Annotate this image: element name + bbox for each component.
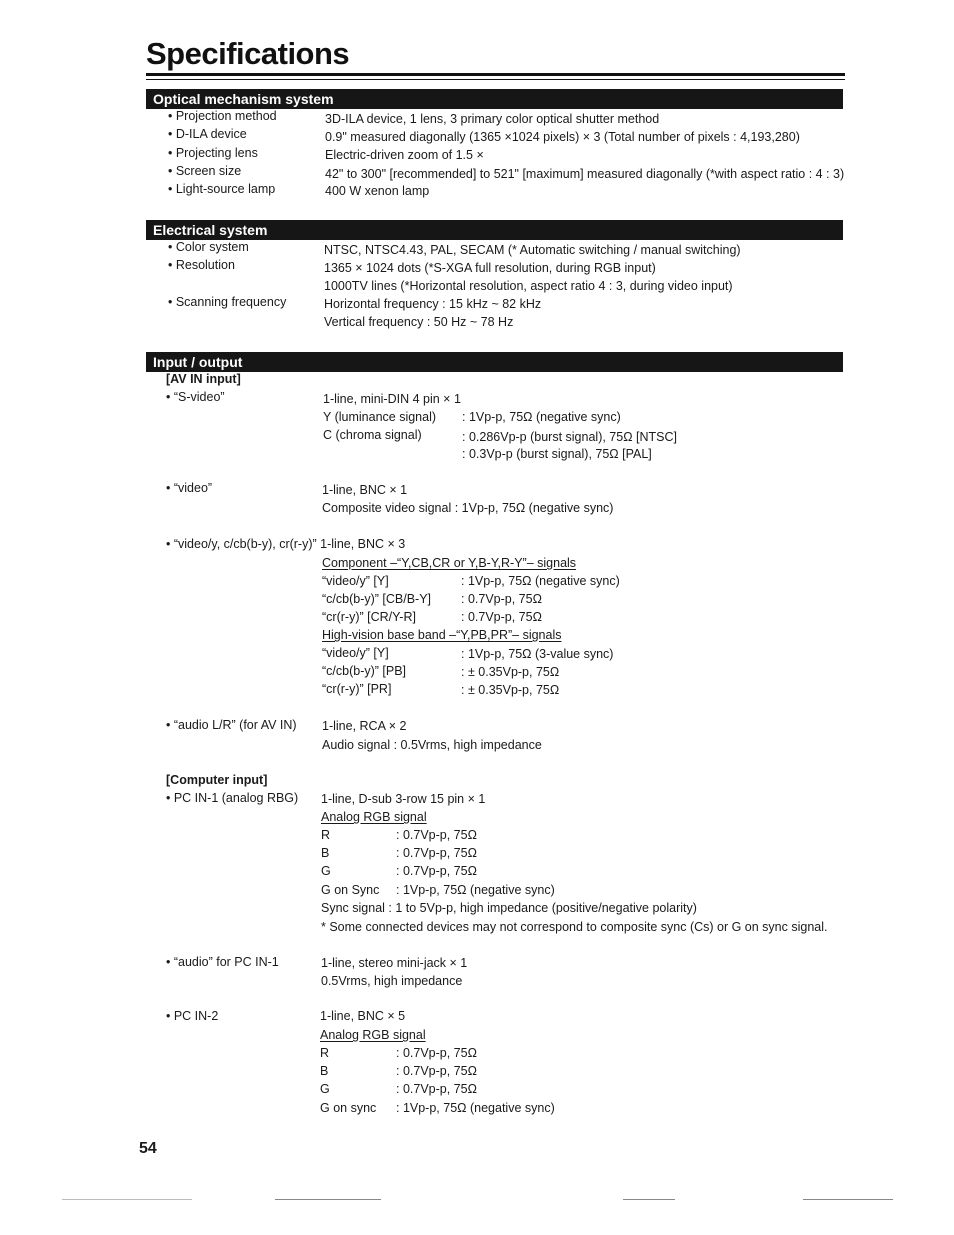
spec-line: • PC IN-2 [166,1009,219,1023]
section-title: Electrical system [153,222,268,238]
spec-line: : 1Vp-p, 75Ω (3-value sync) [461,647,614,661]
spec-line: B [320,1064,329,1078]
spec-line: • “video” [166,481,213,495]
spec-line: “video/y” [Y] [322,646,389,660]
spec-line: Component –“Y,CB,CR or Y,B-Y,R-Y”– signals [322,556,577,570]
spec-line: 1365 × 1024 dots (*S-XGA full resolution, during RGB input) [324,261,656,275]
spec-line: “video/y” [Y] [322,574,389,588]
spec-line: • Screen size [168,164,242,178]
spec-line: Horizontal frequency : 15 kHz ~ 82 kHz [324,297,542,311]
spec-line: 42" to 300" [recommended] to 521" [maximum] measured diagonally (*with aspect ratio : 4 : 3) [325,167,845,181]
spec-line: • “S-video” [166,390,225,404]
spec-line: B [321,846,330,860]
section-header-optical [146,89,843,109]
spec-line: 400 W xenon lamp [325,184,430,198]
spec-line: : 0.7Vp-p, 75Ω [396,1082,477,1096]
spec-line: • Projecting lens [168,146,258,160]
spec-line: C (chroma signal) [323,428,422,442]
spec-line: : ± 0.35Vp-p, 75Ω [461,665,560,679]
footer-rule [62,1199,192,1200]
spec-line: : 1Vp-p, 75Ω (negative sync) [461,574,620,588]
spec-line: 1-line, mini-DIN 4 pin × 1 [323,392,461,406]
spec-line: Vertical frequency : 50 Hz ~ 78 Hz [324,315,514,329]
spec-line: “cr(r-y)” [CR/Y-R] [322,610,416,624]
spec-line: • “video/y, c/cb(b-y), cr(r-y)” 1-line, BNC × 3 [166,537,406,551]
subsection-heading: [AV IN input] [166,372,241,386]
spec-line: 1-line, BNC × 1 [322,483,408,497]
spec-line: • Light-source lamp [168,182,276,196]
spec-line: Analog RGB signal [321,810,427,824]
spec-line: 0.5Vrms, high impedance [321,974,463,988]
spec-line: Audio signal : 0.5Vrms, high impedance [322,738,542,752]
spec-line: “cr(r-y)” [PR] [322,682,392,696]
spec-line: NTSC, NTSC4.43, PAL, SECAM (* Automatic switching / manual switching) [324,243,741,257]
spec-line: : 0.3Vp-p (burst signal), 75Ω [PAL] [462,447,652,461]
spec-line: • D-ILA device [168,127,247,141]
spec-line: • “audio” for PC IN-1 [166,955,279,969]
spec-line: G on Sync [321,883,380,897]
spec-line: • Projection method [168,109,277,123]
spec-line: : 1Vp-p, 75Ω (negative sync) [396,883,555,897]
spec-line: : 0.286Vp-p (burst signal), 75Ω [NTSC] [462,430,677,444]
spec-line: : 1Vp-p, 75Ω (negative sync) [396,1101,555,1115]
spec-line: : 0.7Vp-p, 75Ω [396,846,477,860]
section-header-io [146,352,843,372]
spec-line: : 1Vp-p, 75Ω (negative sync) [462,410,621,424]
spec-line: : 0.7Vp-p, 75Ω [396,1046,477,1060]
spec-line: : 0.7Vp-p, 75Ω [396,1064,477,1078]
spec-line: Sync signal : 1 to 5Vp-p, high impedance (positive/negative polarity) [321,901,697,915]
spec-line: R [321,828,331,842]
spec-line: 0.9" measured diagonally (1365 ×1024 pixels) × 3 (Total number of pixels : 4,193,280) [325,130,800,144]
spec-line: • “audio L/R” (for AV IN) [166,718,297,732]
spec-line: : 0.7Vp-p, 75Ω [461,592,542,606]
spec-line: “c/cb(b-y)” [CB/B-Y] [322,592,432,606]
spec-line: 3D-ILA device, 1 lens, 3 primary color optical shutter method [325,112,660,126]
spec-line: : 0.7Vp-p, 75Ω [396,828,477,842]
spec-line: • Color system [168,240,249,254]
section-title: Input / output [153,354,243,370]
spec-line: 1-line, RCA × 2 [322,719,407,733]
spec-line: High-vision base band –“Y,PB,PR”– signals [322,628,562,642]
spec-line: Analog RGB signal [320,1028,426,1042]
spec-line: Electric-driven zoom of 1.5 × [325,148,484,162]
spec-line: “c/cb(b-y)” [PB] [322,664,407,678]
spec-line: • Scanning frequency [168,295,287,309]
section-header-electrical [146,220,843,240]
spec-line: * Some connected devices may not correspond to composite sync (Cs) or G on sync signal. [321,920,828,934]
spec-line: G [320,1082,330,1096]
spec-line: G on sync [320,1101,377,1115]
footer-rule [275,1199,381,1200]
spec-line: : 0.7Vp-p, 75Ω [396,864,477,878]
page-number: 54 [139,1140,157,1157]
title-rule-thin [146,79,845,80]
spec-line: 1000TV lines (*Horizontal resolution, aspect ratio 4 : 3, during video input) [324,279,733,293]
spec-line: : 0.7Vp-p, 75Ω [461,610,542,624]
spec-line: Composite video signal : 1Vp-p, 75Ω (negative sync) [322,501,614,515]
subsection-heading: [Computer input] [166,773,268,787]
title-rule [146,73,845,76]
footer-rule [803,1199,893,1200]
spec-line: 1-line, BNC × 5 [320,1009,406,1023]
footer-rule [623,1199,675,1200]
spec-line: 1-line, stereo mini-jack × 1 [321,956,468,970]
spec-line: • PC IN-1 (analog RBG) [166,791,299,805]
page-title: Specifications [146,36,350,71]
spec-line: R [320,1046,330,1060]
spec-line: 1-line, D-sub 3-row 15 pin × 1 [321,792,486,806]
spec-line: G [321,864,331,878]
section-title: Optical mechanism system [153,91,334,107]
spec-line: • Resolution [168,258,235,272]
spec-line: Y (luminance signal) [323,410,437,424]
spec-line: : ± 0.35Vp-p, 75Ω [461,683,560,697]
